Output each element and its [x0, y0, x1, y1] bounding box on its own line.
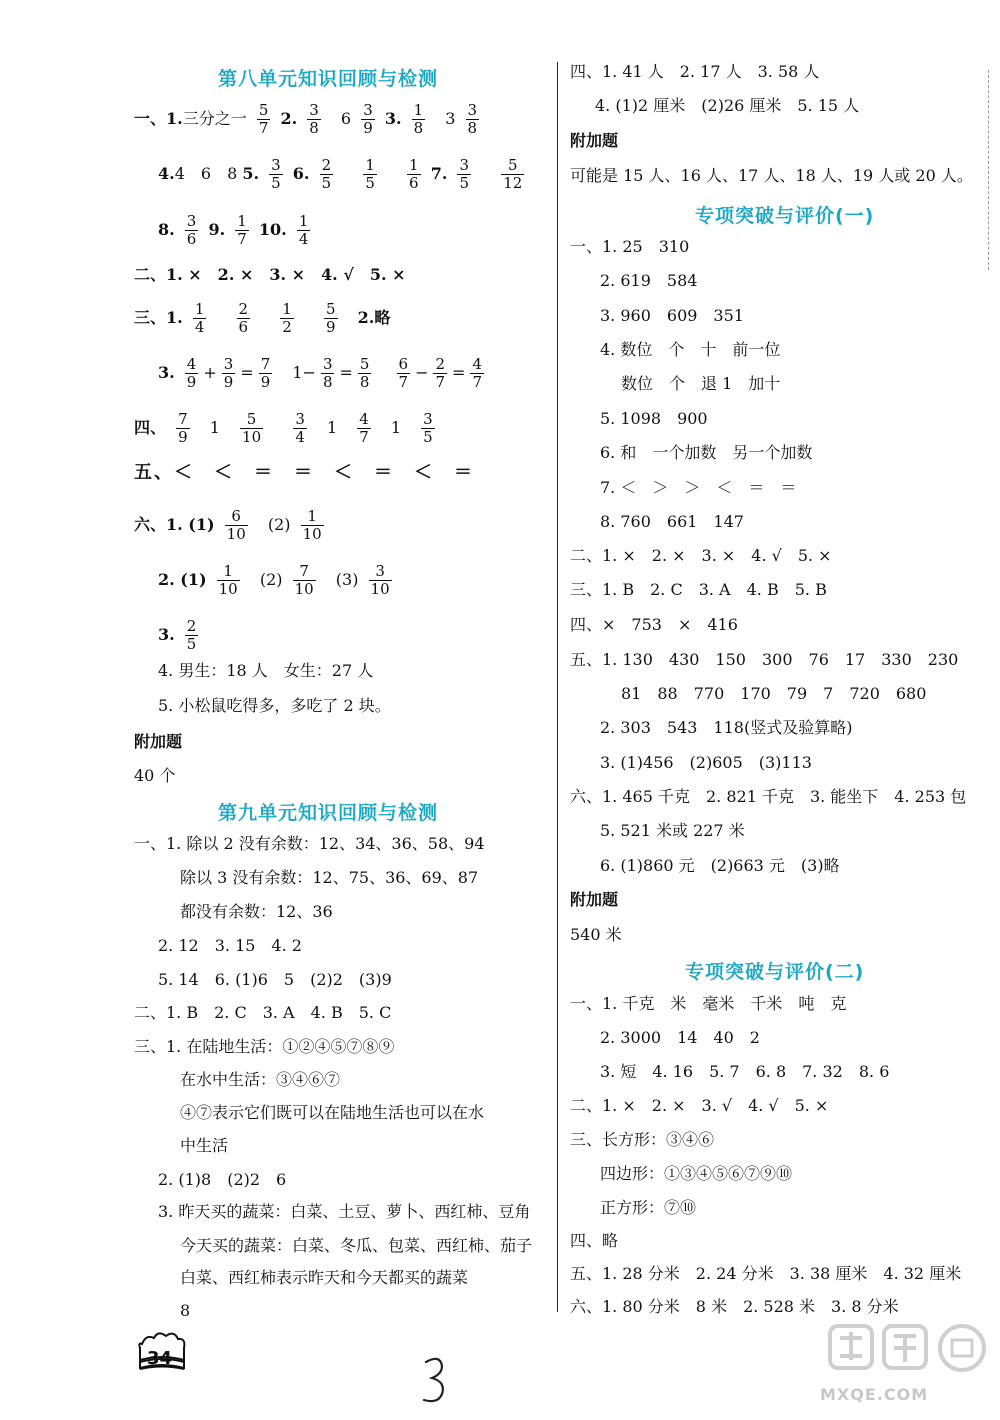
s1-line-8: 7. ＜ ＞ ＞ ＜ ＝ ＝: [600, 478, 797, 497]
u8-section-4: [134, 411, 440, 446]
s2-line-6: 四边形：①③④⑤⑥⑦⑨⑩: [600, 1164, 793, 1183]
item-label: (3): [335, 570, 359, 589]
s1-line-18: 5. 521 米或 227 米: [600, 821, 745, 840]
fraction: $\frac{7}{9}$: [178, 410, 188, 446]
s2-line-8: 四、略: [570, 1231, 619, 1250]
u8-extra-title: 附加题: [134, 732, 183, 751]
fraction: $\frac{3}{6}$: [186, 212, 197, 248]
s1-line-6: 5. 1098 900: [600, 409, 708, 428]
fraction: $\frac{2}{5}$: [321, 156, 332, 192]
fraction: $\frac{2}{5}$: [186, 617, 197, 653]
operator: =: [339, 363, 353, 382]
s1-line-2: 2. 619 584: [600, 271, 698, 290]
fraction: $\frac{6}{10}$: [226, 507, 246, 543]
item-label: 3.: [158, 625, 175, 644]
fraction: $\frac{3}{9}$: [223, 355, 234, 391]
s1-line-7: 6. 和 一个加数 另一个加数: [600, 443, 813, 462]
s2-line-9: 五、1. 28 分米 2. 24 分米 3. 38 厘米 4. 32 厘米: [570, 1264, 962, 1283]
answer-text: 4 6 8: [174, 164, 238, 183]
u8-line-3: [158, 213, 315, 248]
s1-line-10: 二、1. × 2. × 3. × 4. √ 5. ×: [570, 546, 832, 565]
item-label: 9.: [208, 220, 226, 239]
item-label: 2. (1): [158, 570, 207, 589]
u8-section-6-3: [158, 618, 203, 653]
unit9-title: 第九单元知识回顾与检测: [218, 802, 439, 824]
s2-line-10: 六、1. 80 分米 8 米 2. 528 米 3. 8 分米: [570, 1297, 899, 1316]
operator: =: [452, 363, 466, 382]
item-label: 2.: [357, 308, 375, 327]
fraction: $\frac{1}{6}$: [409, 156, 419, 192]
u8-extra-answer: 40 个: [134, 766, 176, 785]
s1-line-3: 3. 960 609 351: [600, 306, 744, 325]
u8-line-1: [134, 102, 484, 137]
u8-section-2: 二、1. × 2. × 3. × 4. √ 5. ×: [134, 265, 406, 284]
s1-line-12: 四、× 753 × 416: [570, 615, 738, 634]
u9-line-14: 白菜、西红柿表示昨天和今天都买的蔬菜: [180, 1268, 469, 1287]
operator: =: [240, 363, 254, 382]
fraction: $\frac{3}{4}$: [295, 410, 305, 446]
fraction: $\frac{2}{6}$: [238, 300, 249, 336]
column-divider: [557, 62, 558, 1312]
item-label: 2.: [280, 109, 298, 128]
fraction: $\frac{1}{4}$: [298, 212, 309, 248]
fraction: $\frac{4}{7}$: [472, 355, 482, 391]
fraction: $\frac{4}{9}$: [186, 355, 197, 391]
fraction: $\frac{1}{2}$: [282, 300, 292, 336]
u9-line-1: 一、1. 除以 2 没有余数：12、34、36、58、94: [134, 834, 485, 853]
item-label: 一、1.: [134, 109, 183, 128]
r-top-extra-title: 附加题: [570, 131, 619, 150]
item-label: 六、1. (1): [134, 515, 215, 534]
fraction: $\frac{1}{5}$: [365, 156, 375, 192]
fraction: $\frac{3}{8}$: [309, 101, 319, 137]
unit8-title: 第八单元知识回顾与检测: [218, 68, 439, 90]
u9-line-7: 三、1. 在陆地生活：①②④⑤⑦⑧⑨: [134, 1037, 395, 1056]
s1-line-13: 五、1. 130 430 150 300 76 17 330 230: [570, 650, 959, 669]
s2-line-4: 二、1. × 2. × 3. √ 4. √ 5. ×: [570, 1096, 829, 1115]
s2-line-5: 三、长方形：③④⑥: [570, 1130, 715, 1149]
fraction: $\frac{1}{8}$: [413, 101, 424, 137]
u8-section-6-4: 4. 男生：18 人 女生：27 人: [158, 661, 374, 680]
s2-line-3: 3. 短 4. 16 5. 7 6. 8 7. 32 8. 6: [600, 1062, 890, 1081]
fraction: $\frac{3}{5}$: [271, 156, 281, 192]
s1-line-17: 六、1. 465 千克 2. 821 千克 3. 能坐下 4. 253 包: [570, 787, 967, 806]
fraction: $\frac{2}{7}$: [435, 355, 446, 391]
fraction: $\frac{3}{5}$: [459, 156, 470, 192]
fraction: $\frac{3}{9}$: [363, 101, 373, 137]
fraction: $\frac{1}{10}$: [302, 507, 322, 543]
u9-line-5: 5. 14 6. (1)6 5 (2)2 (3)9: [158, 970, 392, 989]
item-label: 3.: [384, 109, 402, 128]
fraction: $\frac{5}{10}$: [242, 410, 262, 446]
fraction: $\frac{1}{4}$: [194, 300, 205, 336]
fraction: $\frac{5}{12}$: [503, 156, 523, 192]
s1-line-14: 81 88 770 170 79 7 720 680: [621, 684, 927, 703]
s1-line-19: 6. (1)860 元 (2)663 元 (3)略: [600, 856, 840, 875]
u9-line-12: 3. 昨天买的蔬菜：白菜、土豆、萝卜、西红柿、豆角: [158, 1202, 531, 1221]
s2-line-1: 一、1. 千克 米 毫米 千米 吨 克: [570, 994, 847, 1013]
u9-line-15: 8: [180, 1301, 191, 1320]
u8-section-6-1: [134, 508, 329, 543]
fraction: $\frac{3}{8}$: [322, 355, 333, 391]
s1-extra-title: 附加题: [570, 890, 619, 909]
special-2-title: 专项突破与评价(二): [685, 961, 865, 983]
fraction: $\frac{5}{9}$: [326, 300, 336, 336]
s1-line-9: 8. 760 661 147: [600, 512, 744, 531]
u9-line-13: 今天买的蔬菜：白菜、冬瓜、包菜、西红柿、茄子: [180, 1236, 533, 1255]
fraction: $\frac{3}{5}$: [423, 410, 433, 446]
r-top-line-1: 四、1. 41 人 2. 17 人 3. 58 人: [570, 62, 820, 81]
item-label: 4.: [158, 164, 175, 183]
answer-text: 1: [326, 418, 338, 437]
u9-line-6: 二、1. B 2. C 3. A 4. B 5. C: [134, 1003, 392, 1022]
u9-line-10: 中生活: [180, 1136, 229, 1155]
r-top-extra-answer: 可能是 15 人、16 人、17 人、18 人、19 人或 20 人。: [570, 166, 973, 185]
s1-line-15: 2. 303 543 118(竖式及验算略): [600, 718, 853, 737]
item-label: (2): [267, 515, 291, 534]
answer-text: 1: [209, 418, 220, 437]
item-label: 7.: [430, 164, 448, 183]
fraction: $\frac{7}{9}$: [260, 355, 271, 391]
s1-line-16: 3. (1)456 (2)605 (3)113: [600, 753, 812, 772]
page-number: 34: [147, 1348, 173, 1369]
watermark-url: MXQE.COM: [820, 1385, 929, 1404]
item-label: 10.: [258, 220, 287, 239]
item-label: 8.: [158, 220, 175, 239]
answer-text: 1: [390, 418, 402, 437]
fraction: $\frac{5}{7}$: [258, 101, 269, 137]
page-edge-mark: [988, 70, 989, 270]
u8-section-6-2: [158, 563, 397, 598]
u8-section-5: 五、＜ ＜ ＝ ＝ ＜ ＝ ＜ ＝: [134, 462, 474, 483]
s1-line-1: 一、1. 25 310: [570, 237, 690, 256]
u9-line-3: 都没有余数：12、36: [180, 902, 333, 921]
fraction: $\frac{3}{8}$: [467, 101, 478, 137]
u9-line-4: 2. 12 3. 15 4. 2: [158, 936, 302, 955]
fraction: $\frac{3}{10}$: [370, 562, 390, 598]
answer-text: 3: [445, 109, 456, 128]
u8-equations: [158, 356, 489, 391]
u8-line-2: [158, 157, 529, 192]
fraction: $\frac{7}{10}$: [294, 562, 314, 598]
operator: +: [203, 363, 217, 382]
operator: −: [415, 363, 429, 382]
s1-line-5: 数位 个 退 1 加十: [621, 374, 781, 393]
answer-text: 三分之一: [182, 109, 247, 128]
fraction: $\frac{4}{7}$: [359, 410, 369, 446]
u9-line-9: ④⑦表示它们既可以在陆地生活也可以在水: [180, 1103, 485, 1122]
item-label: 3.: [158, 363, 175, 382]
s2-line-7: 正方形：⑦⑩: [600, 1198, 697, 1217]
s1-extra-answer: 540 米: [570, 925, 622, 944]
r-top-line-2: 4. (1)2 厘米 (2)26 厘米 5. 15 人: [595, 96, 860, 115]
s1-line-11: 三、1. B 2. C 3. A 4. B 5. B: [570, 580, 827, 599]
operator: 1−: [292, 363, 316, 382]
item-label: (2): [259, 570, 283, 589]
item-label: 三、1.: [134, 308, 183, 327]
item-label: 5.: [242, 164, 260, 183]
fraction: $\frac{1}{7}$: [237, 212, 247, 248]
fraction: $\frac{1}{10}$: [218, 562, 238, 598]
item-label: 四、: [134, 418, 167, 437]
u8-section-3: [134, 301, 390, 336]
s1-line-4: 4. 数位 个 十 前一位: [600, 340, 781, 359]
special-1-title: 专项突破与评价(一): [695, 205, 875, 227]
u9-line-8: 在水中生活：③④⑥⑦: [180, 1070, 341, 1089]
s2-line-2: 2. 3000 14 40 2: [600, 1028, 760, 1047]
u8-section-6-5: 5. 小松鼠吃得多，多吃了 2 块。: [158, 696, 391, 715]
u9-line-2: 除以 3 没有余数：12、75、36、69、87: [180, 868, 479, 887]
answer-text: 6: [340, 109, 352, 128]
handwritten-three-mark: [420, 1356, 450, 1406]
fraction: $\frac{5}{8}$: [359, 355, 370, 391]
fraction: $\frac{6}{7}$: [398, 355, 409, 391]
answer-text: 略: [374, 308, 391, 327]
item-label: 6.: [292, 164, 310, 183]
u9-line-11: 2. (1)8 (2)2 6: [158, 1170, 287, 1189]
